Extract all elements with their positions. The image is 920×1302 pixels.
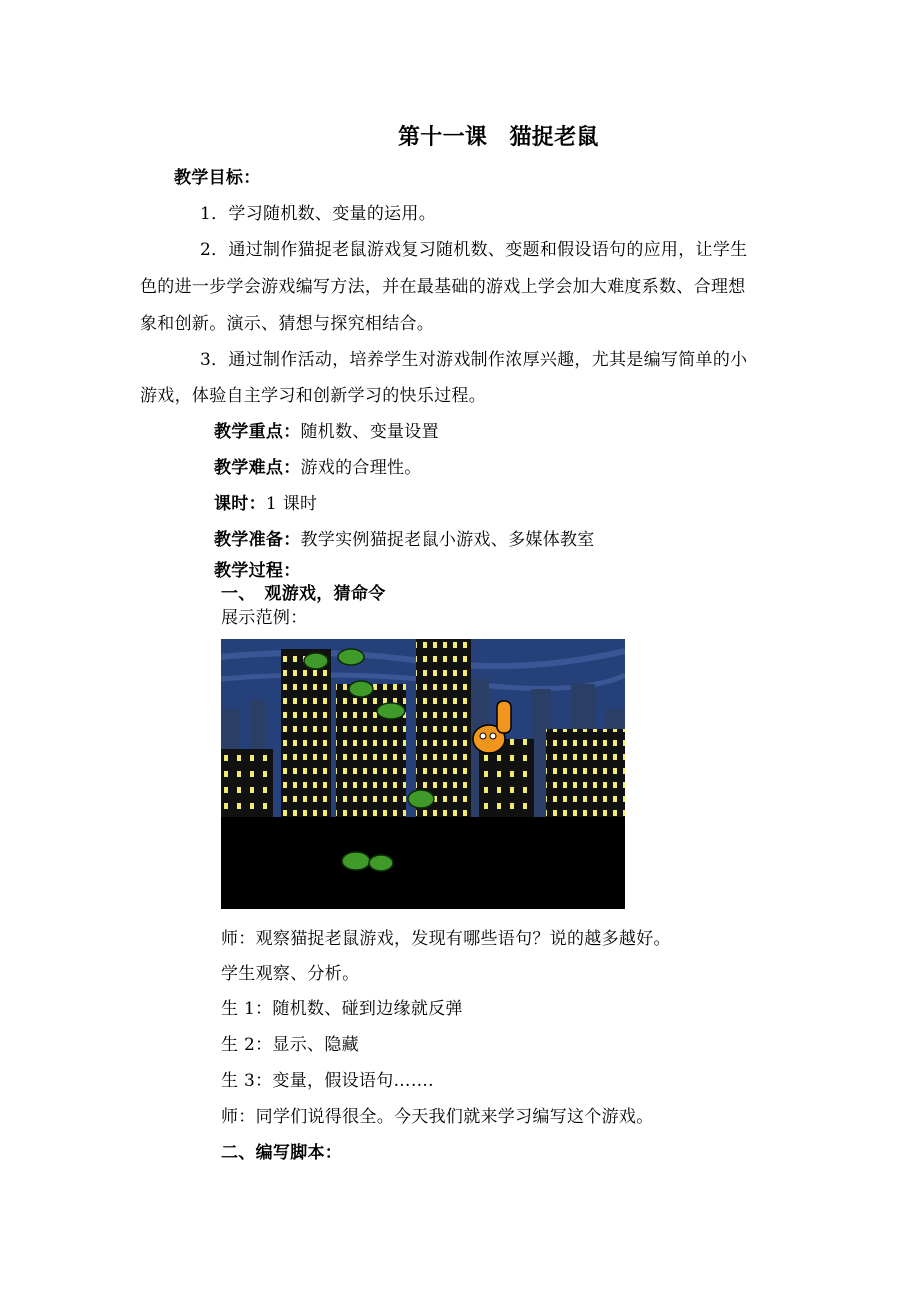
preparation-value: 教学实例猫捉老鼠小游戏、多媒体教室: [300, 530, 595, 550]
section-2-heading: 二、编写脚本：: [221, 1143, 343, 1163]
preparation-label: 教学准备：: [214, 530, 301, 550]
preparation: [214, 532, 595, 549]
dialogue-line-1: 师：观察猫捉老鼠游戏，发现有哪些语句？说的越多越好。: [221, 929, 671, 949]
difficulty-value: 游戏的合理性。: [300, 458, 422, 478]
key-point: [214, 424, 439, 441]
dialogue-line-6: 师：同学们说得很全。今天我们就来学习编写这个游戏。: [221, 1107, 654, 1127]
example-label: 展示范例：: [221, 608, 308, 628]
class-hours-value: 1 课时: [265, 494, 318, 514]
class-hours: [214, 496, 317, 513]
objective-3-line-2: 游戏，体验自主学习和创新学习的快乐过程。: [140, 386, 486, 406]
objective-2-line-3: 象和创新。演示、猜想与探究相结合。: [140, 314, 435, 334]
process-heading: 教学过程：: [214, 561, 301, 581]
game-example-image: [221, 639, 625, 909]
objective-3-line-1: 3．通过制作活动，培养学生对游戏制作浓厚兴趣，尤其是编写简单的小: [200, 350, 748, 370]
objectives-heading: 教学目标：: [174, 168, 261, 188]
class-hours-label: 课时：: [214, 494, 266, 514]
key-point-label: 教学重点：: [214, 422, 301, 442]
difficulty-label: 教学难点：: [214, 458, 301, 478]
section-1-heading: 一、 观游戏，猜命令: [221, 584, 386, 604]
dialogue-line-2: 学生观察、分析。: [221, 964, 360, 984]
page-title: 第十一课 猫捉老鼠: [398, 124, 599, 150]
difficulty: [214, 460, 422, 477]
objective-1: 1．学习随机数、变量的运用。: [200, 204, 437, 224]
dialogue-line-3: 生 1：随机数、碰到边缘就反弹: [221, 999, 463, 1019]
dialogue-line-4: 生 2：显示、隐藏: [221, 1035, 359, 1055]
street: [221, 817, 625, 909]
objective-2-line-2: 色的进一步学会游戏编写方法，并在最基础的游戏上学会加大难度系数、合理想: [140, 277, 746, 297]
objective-2-line-1: 2．通过制作猫捉老鼠游戏复习随机数、变题和假设语句的应用，让学生: [200, 240, 748, 260]
key-point-value: 随机数、变量设置: [300, 422, 439, 442]
dialogue-line-5: 生 3：变量，假设语句…….: [221, 1071, 434, 1091]
